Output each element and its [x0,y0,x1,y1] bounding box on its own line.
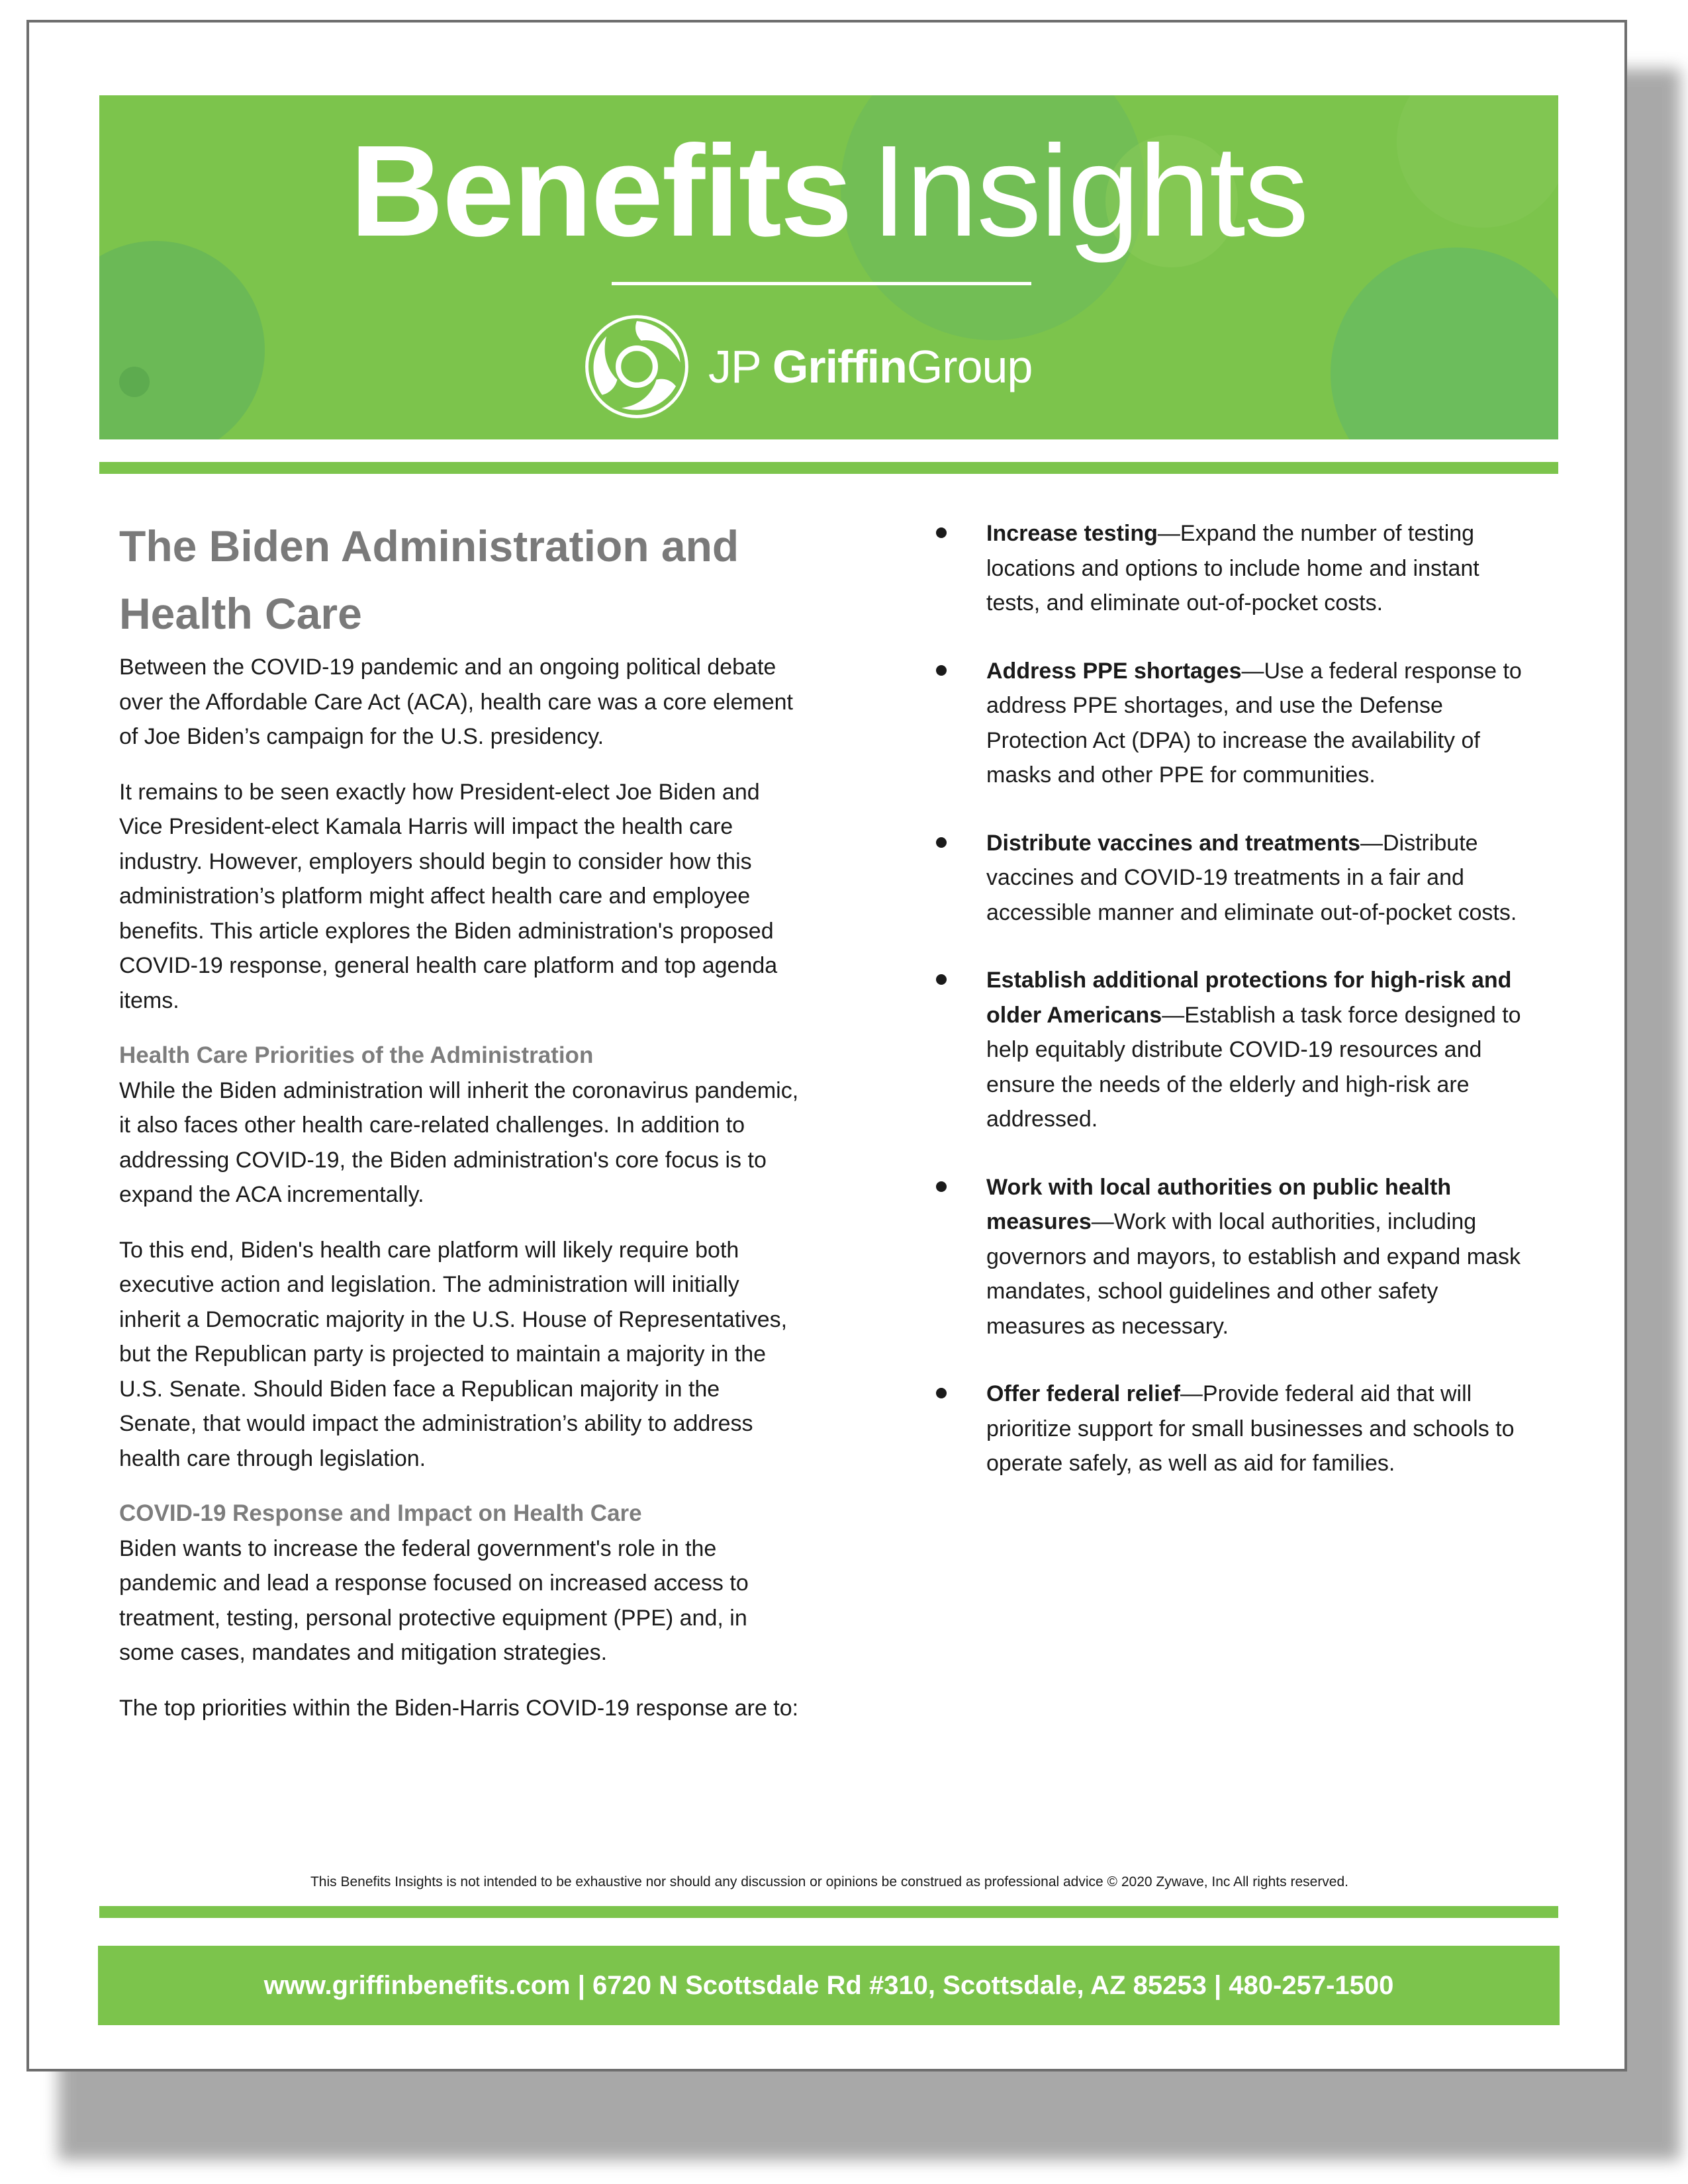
body-paragraph: To this end, Biden's health care platform will likely require both executive action and legislation. The administration will initially inherit a Democratic majority in the U.S. House of Representatives, but the Republican party is projected to maintain a majority in the U.S. Senate. Should Biden face a Republican majority in the Senate, that would impact the administration’s ability to address health care through legislation. [119,1237,788,1471]
list-item [916,963,1538,1137]
logo-text-jp: JP [708,341,761,392]
bullet-icon [936,1181,947,1192]
top-divider-bar [99,462,1558,474]
list-item [916,654,1538,793]
title-light: Insights [870,118,1308,263]
bullet-icon [936,837,947,848]
logo-text-griffin: Griffin [772,341,907,392]
bullet-title: Distribute vaccines and treatments [986,830,1360,856]
bullet-title: Offer federal relief [986,1381,1180,1406]
bullet-icon [936,1388,947,1398]
bottom-divider-bar [99,1906,1558,1918]
bullet-title: Increase testing [986,521,1158,546]
intro-paragraph: Between the COVID-19 pandemic and an ongoing political debate over the Affordable Care Act (ACA), health care was a core element of Joe Biden’s campaign for the U.S. presidency. [119,655,794,749]
list-item [916,516,1538,621]
decorative-bubble [119,367,150,397]
article-title: The Biden Administration and Health Care [119,522,739,638]
logo-text-group: Group [906,341,1033,392]
footer-contact-info[interactable]: www.griffinbenefits.com | 6720 N Scottsdale Rd #310, Scottsdale, AZ 85253 | 480-257-1500 [263,1971,1394,2000]
body-paragraph: While the Biden administration will inherit the coronavirus pandemic, it also faces other health care-related challenges. In addition to addressing COVID-19, the Biden administration's core focus is to expand the ACA incrementally. [119,1077,799,1207]
bullet-text: —Expand the number of testing locations and options to include home and instant tests, and eliminate out-of-pocket costs. [986,521,1479,615]
bullet-title: Work with local authorities on public health measures [986,1174,1452,1234]
list-item [916,1170,1538,1344]
swirl-icon [583,312,691,421]
logo-wordmark [708,340,1032,393]
newsletter-title [99,118,1558,263]
list-item [916,1377,1538,1481]
header-banner [99,95,1558,439]
footer-bar [98,1946,1560,2025]
company-logo [583,310,1032,423]
title-divider [612,282,1031,285]
bullet-text: —Provide federal aid that will prioritize support for small businesses and schools to operate safely, as well as aid for families. [986,1381,1515,1476]
bullet-icon [936,527,947,538]
list-item [916,826,1538,931]
bullet-icon [936,665,947,676]
document-page [26,20,1627,2071]
body-paragraph: The top priorities within the Biden-Harris COVID-19 response are to: [119,1695,799,1721]
bullet-text: —Work with local authorities, including governors and mayors, to establish and expand mask mandates, school guidelines and other safety measures as necessary. [986,1209,1521,1339]
decorative-bubble [1331,248,1558,439]
bullet-text: —Use a federal response to address PPE shortages, and use the Defense Protection Act (DPA) to increase the availability of masks and other PPE for communities. [986,658,1522,788]
bullet-text: —Distribute vaccines and COVID-19 treatments in a fair and accessible manner and eliminate out-of-pocket costs. [986,830,1517,925]
priorities-bullet-list [916,516,1538,1514]
section-heading-covid-response: COVID-19 Response and Impact on Health Care [119,1500,642,1526]
section-heading-priorities: Health Care Priorities of the Administration [119,1042,594,1068]
title-bold: Benefits [350,118,851,263]
bullet-text: —Establish a task force designed to help equitably distribute COVID-19 resources and ensure the needs of the elderly and high-risk are addressed. [986,1002,1521,1132]
decorative-bubble [99,241,265,439]
body-paragraph: Biden wants to increase the federal government's role in the pandemic and lead a response focused on increased access to treatment, testing, personal protective equipment (PPE) and, in some cases, mandates and mitigation strategies. [119,1535,749,1665]
bullet-title: Establish additional protections for high-risk and older Americans [986,968,1512,1028]
intro-paragraph: It remains to be seen exactly how President-elect Joe Biden and Vice President-elect Kamala Harris will impact the health care industry. However, employers should begin to consider how this administration’s platform might affect health care and employee benefits. This article explores the Biden administration's proposed COVID-19 response, general health care platform and top agenda items. [119,779,778,1013]
left-column [119,512,801,1746]
disclaimer-text: This Benefits Insights is not intended to be exhaustive nor should any discussion or opinions be construed as professional advice © 2020 Zywave, Inc All rights reserved. [310,1874,1349,1889]
bullet-title: Address PPE shortages [986,658,1242,684]
bullet-icon [936,974,947,985]
